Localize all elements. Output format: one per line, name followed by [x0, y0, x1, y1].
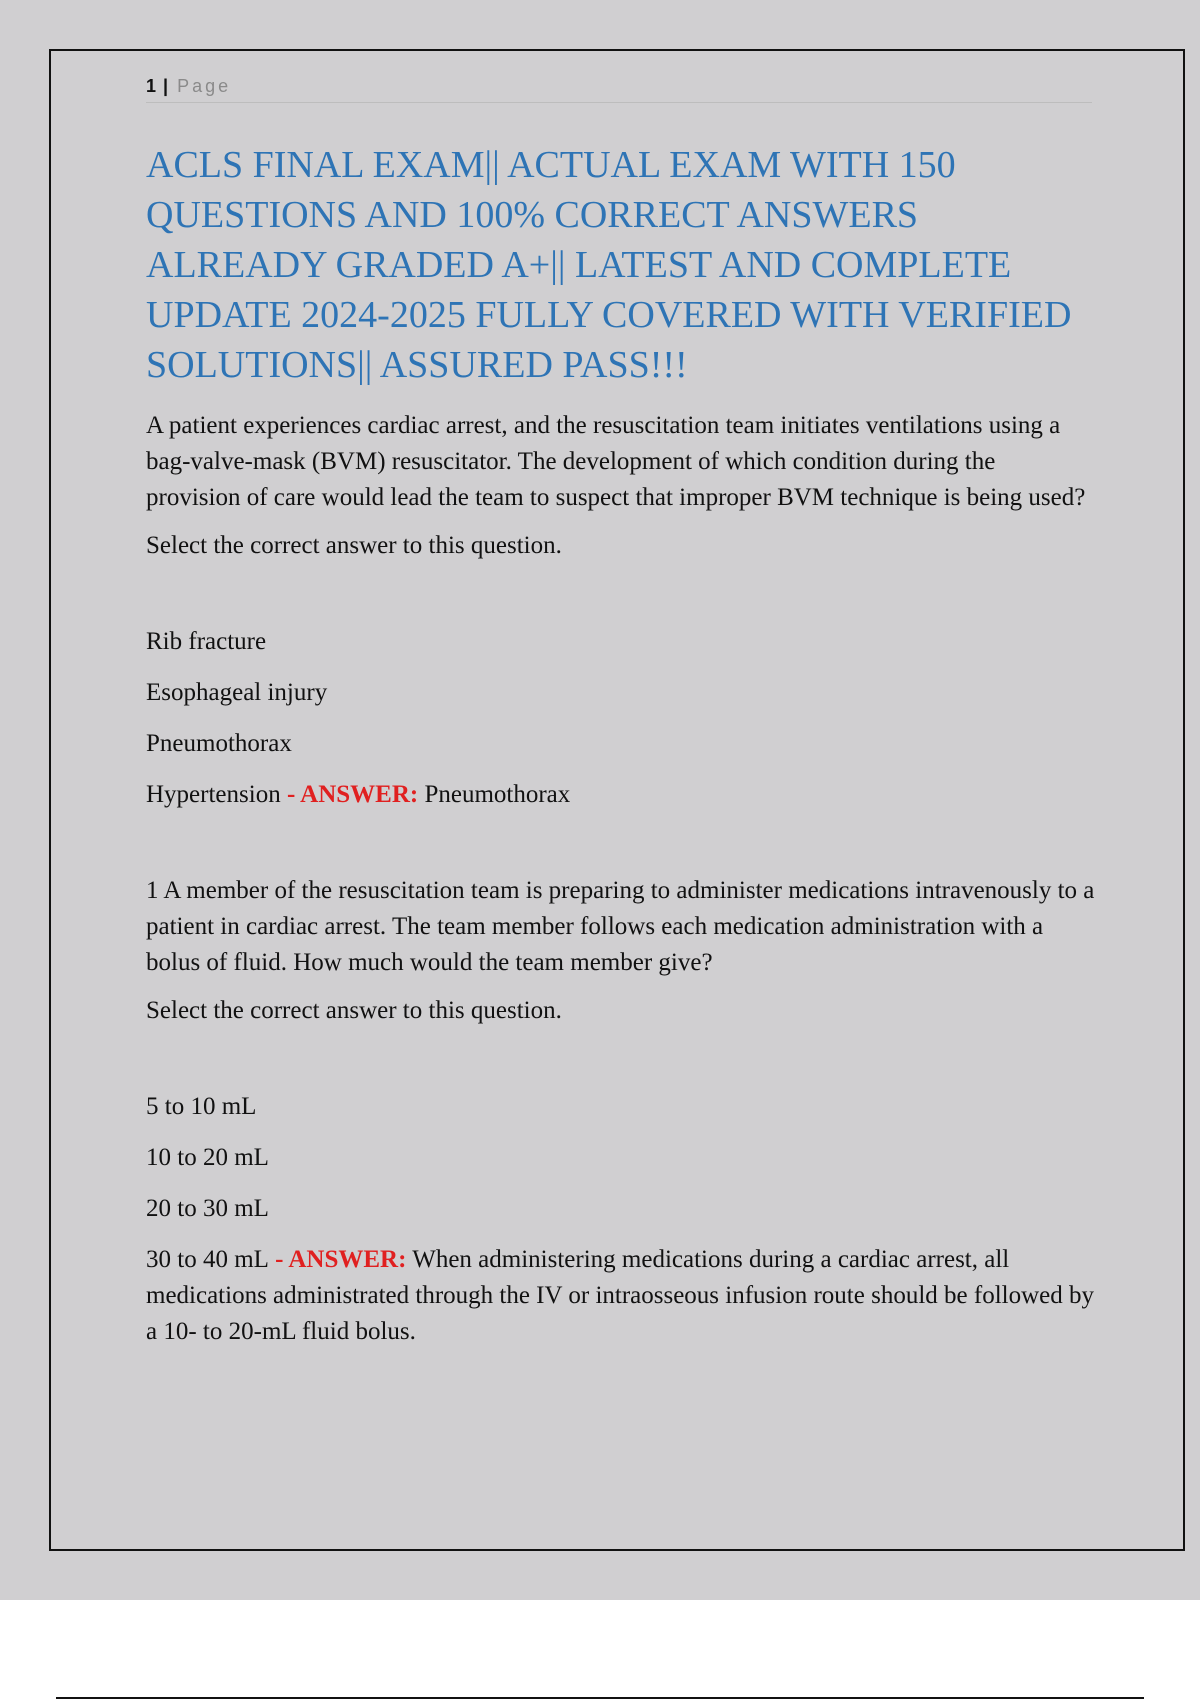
answer-marker: - ANSWER: [268, 1246, 407, 1273]
answer-marker: - ANSWER: [280, 781, 419, 808]
answer-option-with-key [146, 777, 1096, 813]
answer-text: When administering medications during a cardiac arrest, all medications administrated through the IV or intraosseous infusion route should be followed by a 10- to 20-mL fluid bolus. [146, 1246, 1094, 1345]
page-label: Page [177, 76, 232, 96]
answer-option: Rib fracture [146, 628, 267, 655]
question-stem: A patient experiences cardiac arrest, and the resuscitation team initiates ventilations using a bag-valve-mask (BVM) resuscitator. The development of which condition during the provision of care would lead the team to suspect that improper BVM technique is being used? [146, 412, 1086, 511]
answer-option: 20 to 30 mL [146, 1195, 269, 1222]
answer-text: Pneumothorax [418, 781, 571, 808]
answer-option-text: 30 to 40 mL [146, 1246, 269, 1273]
question-block [146, 873, 1096, 1350]
question-stem: 1 A member of the resuscitation team is preparing to administer medications intravenously to a patient in cardiac arrest. The team member follows each medication administration with a bolus of fluid. How much would the team member give? [146, 877, 1095, 976]
answer-option: Esophageal injury [146, 679, 328, 706]
page-number: 1 [146, 76, 157, 96]
answer-option-with-key [146, 1242, 1096, 1350]
page-separator: | [163, 76, 169, 96]
next-page-top-rule [56, 1697, 1144, 1699]
question-instruction: Select the correct answer to this question. [146, 997, 562, 1024]
answer-option: Pneumothorax [146, 730, 292, 757]
document-body [146, 140, 1096, 1410]
question-block [146, 408, 1096, 813]
answer-option: 10 to 20 mL [146, 1144, 269, 1171]
answer-option-text: Hypertension [146, 781, 281, 808]
page-header [146, 74, 1092, 103]
document-title: ACLS FINAL EXAM|| ACTUAL EXAM WITH 150 QUESTIONS AND 100% CORRECT ANSWERS ALREADY GRADED A+|| LATEST AND COMPLETE UPDATE 2024-2025 FULLY COVERED WITH VERIFIED SOLUTIONS|| ASSURED PASS!!! [146, 144, 1072, 386]
answer-option: 5 to 10 mL [146, 1093, 257, 1120]
question-instruction: Select the correct answer to this question. [146, 532, 562, 559]
